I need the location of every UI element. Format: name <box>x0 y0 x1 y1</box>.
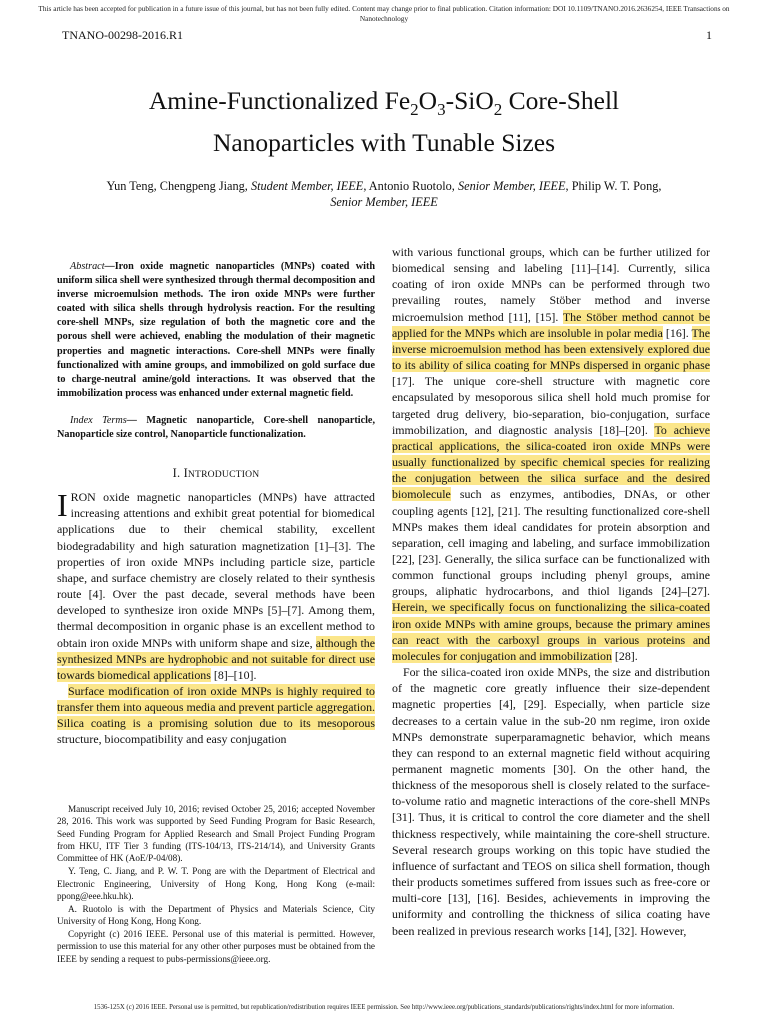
author-list <box>92 178 676 210</box>
title-subscript: 3 <box>437 100 446 120</box>
title-subscript: 2 <box>410 100 419 120</box>
abstract <box>57 260 375 401</box>
abstract-text: —Iron oxide magnetic nanoparticles (MNPs) coated with uniform silica shell were synthesized through thermal decomposition and inverse microemulsion methods. The iron oxide MNPs were further coated with silica shells through hydrolysis reaction. For the resulting core-shell MNPs, size regulation of both the magnetic core and the porous shell were achieved, enabling the modulation of their magnetic properties and magnetic interactions. Core-shell MNPs were finally functionalized with amine groups, and immobilized on gold surface due to charge-neutral amine/gold interactions. It was observed that the immobilization process was enhanced under external magnetic field. <box>57 261 375 399</box>
highlighted-text: Surface modification of iron oxide MNPs is highly required to transfer them into aqueous media and prevent particle aggregation. Silica coating is a promising solution due to its mesoporous <box>57 684 375 731</box>
section-numeral: I. <box>172 466 181 481</box>
paragraph-text: [17]. The unique core-shell structure with magnetic core encapsulated by mesoporous silica shell hold much promise for targeted drug delivery, bio-separation, bio-conjugation, surface immobilization, and diagnostic analysis [18]–[20]. <box>392 374 710 437</box>
title-part: Core-Shell <box>502 86 620 115</box>
highlighted-text: To achieve practical applications, the silica-coated iron oxide MNPs were usually functionalized by specific chemical species for realizing the conjugation between the silica surface and the desired biomolecule <box>392 422 711 502</box>
author-names: , Philip W. T. Pong, <box>565 179 662 193</box>
left-column <box>57 260 375 748</box>
intro-paragraph-2-continued <box>392 244 710 664</box>
highlighted-text: Herein, we specifically focus on functionalizing the silica-coated iron oxide MNPs with amine groups, because the primary amines can react with the carboxyl groups in various proteins and molecules for conjugation and immobilization <box>392 600 710 663</box>
abstract-label: Abstract <box>70 261 105 272</box>
section-heading <box>57 465 375 483</box>
running-header <box>62 28 712 44</box>
paragraph-text: with various functional groups, which can be further utilized for biomedical sensing and labeling [11]–[14]. Currently, silica coating of iron oxide MNPs can be performed through two prevailing routes, namely Stöber method and inverse microemulsion method [11], [15]. <box>392 245 710 324</box>
highlighted-text: The inverse microemulsion method has been extensively explored due to its ability of silica coating for MNPs dispersed in organic phase <box>392 325 711 373</box>
paragraph-text: such as enzymes, antibodies, DNAs, or other coupling agents [12], [21]. The resulting functionalized core-shell MNPs makes them ideal candidates for protein absorption and separation, cell imaging and labeling, and surface immobilization [22], [23]. Generally, the silica surface can be functionalized with common functional groups including phenyl groups, amine groups, aliphatic hydrocarbons, and thiol ligands [24]–[27]. <box>392 487 710 599</box>
footnote-affiliation: Y. Teng, C. Jiang, and P. W. T. Pong are with the Department of Electrical and Electronic Engineering, University of Hong Kong, Hong Kong (e-mail: ppong@eee.hku.hk). <box>57 866 375 902</box>
section-title-rest: NTRODUCTION <box>187 469 260 481</box>
page-number: 1 <box>706 28 712 42</box>
title-line-2: Nanoparticles with Tunable Sizes <box>212 128 556 158</box>
paper-title <box>60 84 708 159</box>
paragraph-text: [16]. <box>662 325 692 340</box>
copyright-notice: 1536-125X (c) 2016 IEEE. Personal use is permitted, but republication/redistribution requires IEEE permission. See http://www.ieee.org/publications_standards/publications/rights/index.html for more information. <box>93 1004 675 1011</box>
index-terms-text: — Magnetic nanoparticle, Core-shell nanoparticle, Nanoparticle size control, Nanoparticle functionalization. <box>57 414 375 441</box>
author-names: , Antonio Ruotolo, <box>363 179 458 193</box>
title-part: Amine-Functionalized Fe <box>148 86 411 115</box>
footnotes <box>57 803 375 965</box>
intro-paragraph-1 <box>57 489 375 683</box>
author-membership: Senior Member, IEEE <box>457 179 566 193</box>
intro-paragraph-2 <box>57 683 375 748</box>
title-part: -SiO <box>445 86 494 115</box>
highlighted-text: although the synthesized MNPs are hydrophobic and not suitable for direct use towards biomedical applications <box>57 635 375 682</box>
paper-id: TNANO-00298-2016.R1 <box>62 28 183 42</box>
author-membership: Senior Member, IEEE <box>330 195 438 209</box>
author-membership: Student Member, IEEE <box>250 179 364 193</box>
drop-cap: I <box>57 487 68 524</box>
footnote-affiliation: A. Ruotolo is with the Department of Physics and Materials Science, City University of Hong Kong, Hong Kong. <box>57 903 375 927</box>
right-column <box>392 244 710 939</box>
highlighted-text: The Stöber method cannot be applied for the MNPs which are insoluble in polar media <box>392 309 710 340</box>
author-names: Yun Teng, Chengpeng Jiang, <box>106 179 251 193</box>
paragraph-text: structure, biocompatibility and easy conjugation <box>57 732 287 747</box>
index-terms <box>57 414 375 442</box>
footnote-manuscript: Manuscript received July 10, 2016; revised October 25, 2016; accepted November 28, 2016. This work was supported by Seed Funding Program for Basic Research, Seed Funding Program for Applied Research and Small Project Funding Program from HKU, ITF Tier 3 funding (ITS-104/13, ITS-214/14), and University Grants Committee of HK (AoE/P-04/08). <box>57 804 375 864</box>
journal-acceptance-notice: This article has been accepted for publication in a future issue of this journal, but has not been fully edited. Content may change prior to final publication. Citation information: DOI 10.1109/TNANO.2016.2636254, IEEE Transactions on Nanotechnology <box>38 4 730 23</box>
paragraph-text: [8]–[10]. <box>210 667 257 682</box>
paragraph-text: RON oxide magnetic nanoparticles (MNPs) have attracted increasing attentions and exhibit great potential for biomedical applications due to their chemical stability, excellent biodegradability and high saturation magnetization [1]–[3]. The properties of iron oxide MNPs including particle size, particle shape, and surface chemistry are closely related to their synthesis route [4]. Over the past decade, several methods have been developed to synthesize iron oxide MNPs [5]–[7]. Among them, thermal decomposition in organic phase is an excellent method to obtain iron oxide MNPs with uniform shape and size, <box>57 490 375 650</box>
footnote-copyright: Copyright (c) 2016 IEEE. Personal use of this material is permitted. However, permission to use this material for any other other purposes must be obtained from the IEEE by sending a request to pubs-permissions@ieee.org. <box>57 928 375 964</box>
section-title-initial: I <box>183 466 188 481</box>
intro-paragraph-3: For the silica-coated iron oxide MNPs, the size and distribution of the magnetic core greatly influence their size-dependent magnetic properties [4], [29]. Especially, when particle size decreases to a certain value in the sub-20 nm regime, iron oxide MNPs demonstrate superparamagnetic behavior, which means they can respond to an external magnetic field without acquiring permanent magnetic moments [30]. On the other hand, the thickness of the mesoporous shell is closely related to the surface-to-volume ratio and magnetic interactions of the core-shell MNPs [31]. Thus, it is critical to control the core diameter and the shell thickness respectively, while maintaining the core-shell structure. Several research groups working on this topic have studied the influence of surfactant and TEOS on silica shell formation, though their products sometimes suffered from issues such as free-core or multi-core [13], [16]. Besides, achievements in improving the uniformity and controlling the thickness of silica coating have been realized in previous research works [14], [32]. However, <box>392 665 710 938</box>
title-subscript: 2 <box>493 100 503 120</box>
paragraph-text: [28]. <box>611 648 638 663</box>
title-part: O <box>418 86 438 115</box>
index-terms-label: Index Terms <box>70 414 127 426</box>
